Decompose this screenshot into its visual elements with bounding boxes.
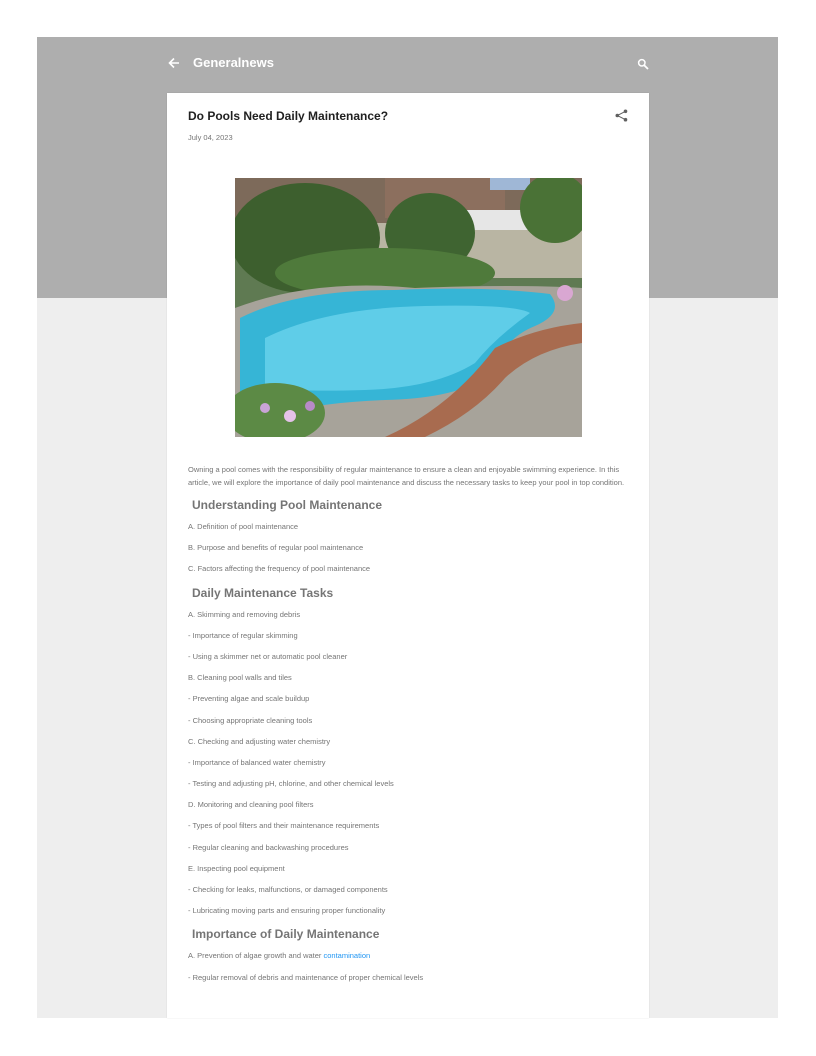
contamination-link[interactable]: contamination — [323, 951, 371, 961]
list-item: - Types of pool filters and their maintenance requirements — [188, 821, 380, 831]
list-item: - Choosing appropriate cleaning tools — [188, 715, 313, 725]
list-item: - Preventing algae and scale buildup — [188, 694, 310, 704]
list-item: - Checking for leaks, malfunctions, or damaged components — [188, 885, 388, 894]
list-item: C. Checking and adjusting water chemistry — [188, 736, 331, 746]
list-item: B. Cleaning pool walls and tiles — [188, 673, 292, 683]
section-heading: Understanding Pool Maintenance — [192, 498, 383, 512]
section-heading: Daily Maintenance Tasks — [192, 585, 334, 600]
search-icon[interactable] — [637, 58, 649, 70]
list-item: C. Factors affecting the frequency of pool maintenance — [188, 564, 371, 574]
list-item: E. Inspecting pool equipment — [188, 863, 285, 873]
list-item: B. Purpose and benefits of regular pool maintenance — [188, 543, 364, 553]
list-item: A. Skimming and removing debris — [188, 609, 301, 619]
site-title[interactable]: Generalnews — [193, 55, 274, 70]
list-item-text: A. Prevention of algae growth and water — [188, 951, 324, 961]
post-card — [167, 93, 649, 1018]
list-item: A. Definition of pool maintenance — [188, 522, 299, 531]
list-item — [188, 951, 628, 972]
list-item: - Testing and adjusting pH, chlorine, and other chemical levels — [188, 779, 394, 789]
arrow-left-icon[interactable] — [167, 56, 181, 70]
list-item: - Using a skimmer net or automatic pool cleaner — [188, 651, 348, 661]
list-item: - Lubricating moving parts and ensuring proper functionality — [188, 906, 386, 916]
section-heading: Importance of Daily Maintenance — [192, 927, 380, 942]
list-item: - Regular removal of debris and maintenance of proper chemical levels — [188, 972, 424, 982]
top-bar — [167, 50, 649, 78]
list-item: D. Monitoring and cleaning pool filters — [188, 800, 314, 810]
list-item: - Importance of balanced water chemistry — [188, 757, 326, 767]
share-icon[interactable] — [615, 109, 628, 122]
pool-photo[interactable] — [235, 178, 582, 437]
post-body — [188, 463, 628, 994]
post-title: Do Pools Need Daily Maintenance? — [188, 109, 389, 123]
intro-paragraph: Owning a pool comes with the responsibility of regular maintenance to ensure a clean and enjoyable swimming experience. In this article, we will explore the importance of daily pool maintenance and discuss the necessary tasks to keep your pool in top condition. — [188, 465, 625, 487]
post-date: July 04, 2023 — [188, 133, 233, 142]
list-item: - Regular cleaning and backwashing procedures — [188, 842, 349, 852]
list-item: - Importance of regular skimming — [188, 630, 298, 640]
